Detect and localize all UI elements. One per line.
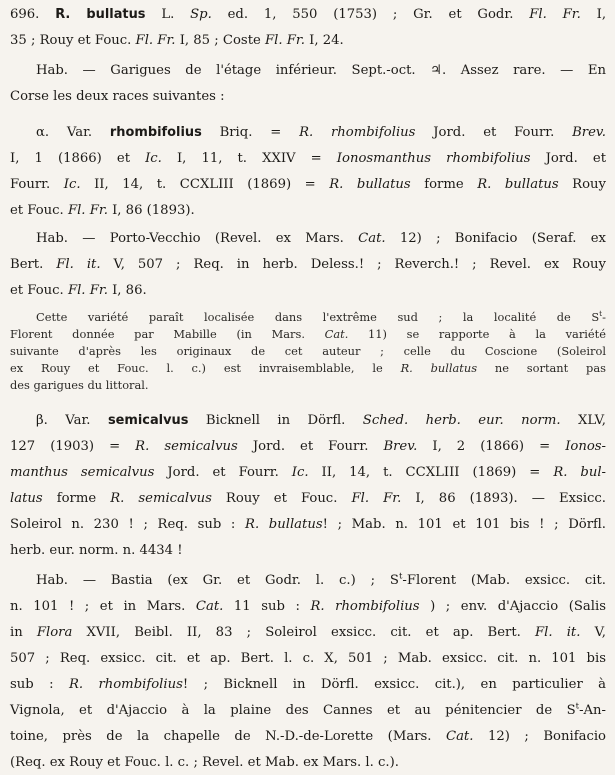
text-line-bh-7 bbox=[10, 726, 606, 748]
text-segment: toine, près de la chapelle de N.-D.-de-Lorette (Mars. bbox=[10, 729, 446, 744]
text-segment: XLV, bbox=[560, 413, 606, 428]
text-line-a-4 bbox=[10, 200, 606, 222]
text-segment: I, 1 (1866) et bbox=[10, 151, 146, 166]
text-segment: Rouy et Fouc. bbox=[211, 491, 352, 506]
text-line-n-5 bbox=[10, 376, 606, 394]
text-line-b-1 bbox=[10, 410, 606, 432]
text-segment: forme bbox=[410, 177, 478, 192]
italic-text: Sched. herb. eur. norm. bbox=[362, 413, 561, 428]
text-line-b-5 bbox=[10, 514, 606, 536]
italic-text: R. bul- bbox=[553, 465, 607, 480]
italic-text: R. semicalvus bbox=[135, 439, 238, 454]
text-segment: I, 86 (1893). — Exsicc. bbox=[401, 491, 606, 506]
text-segment: - bbox=[602, 310, 606, 324]
text-segment: 127 (1903) = bbox=[10, 439, 136, 454]
italic-text: Cat. bbox=[358, 231, 386, 246]
text-segment: L. bbox=[145, 7, 191, 22]
text-segment: ! ; Mab. n. 101 et 101 bis ! ; Dörfl. bbox=[322, 517, 606, 532]
text-segment: XVII, Beibl. II, 83 ; Soleirol exsicc. cit. et ap. Bert. bbox=[72, 625, 535, 640]
text-segment: t bbox=[575, 701, 580, 712]
text-line-n-3 bbox=[10, 342, 606, 360]
text-segment: Jord. et Fourr. bbox=[154, 465, 292, 480]
text-line-ah-2 bbox=[10, 254, 606, 276]
italic-text: Fl. Fr. bbox=[265, 33, 305, 48]
italic-text: Ic. bbox=[291, 465, 309, 480]
text-segment: t bbox=[599, 309, 603, 319]
text-segment: Hab. — Porto-Vecchio (Revel. ex Mars. bbox=[36, 231, 359, 246]
text-line-b-2 bbox=[10, 436, 606, 458]
text-segment: et Fouc. bbox=[10, 203, 68, 218]
text-line-bh-3 bbox=[10, 622, 606, 644]
italic-text: Fl. Fr. bbox=[529, 7, 581, 22]
taxon-name: R. bullatus bbox=[55, 7, 146, 22]
italic-text: Fl. Fr. bbox=[67, 283, 108, 298]
text-line-a-2 bbox=[10, 148, 606, 170]
text-segment: β. Var. bbox=[36, 413, 108, 428]
text-line-n-4 bbox=[10, 359, 606, 377]
text-segment: I, bbox=[580, 7, 607, 22]
italic-text: Cat. bbox=[445, 729, 474, 744]
text-segment: 507 ; Req. exsicc. cit. et ap. Bert. l. c. X, 501 ; Mab. exsicc. cit. n. 101 bis bbox=[10, 651, 606, 666]
text-segment: ex Rouy et Fouc. l. c.) est invraisemblable, le bbox=[10, 361, 401, 375]
text-segment: (Req. ex Rouy et Fouc. l. c. ; Revel. et Mab. ex Mars. l. c.). bbox=[10, 755, 399, 770]
text-line-sp-1 bbox=[10, 4, 606, 26]
text-line-n-2 bbox=[10, 325, 606, 343]
text-segment: 11 sub : bbox=[223, 599, 311, 614]
italic-text: Fl. Fr. bbox=[351, 491, 402, 506]
text-segment: Briq. = bbox=[201, 125, 300, 140]
italic-text: Cat. bbox=[195, 599, 224, 614]
text-segment: I, 85 ; Coste bbox=[175, 33, 265, 48]
text-line-ah-3 bbox=[10, 280, 606, 302]
italic-text: Ic. bbox=[145, 151, 162, 166]
text-segment: V, 507 ; Req. in herb. Deless.! ; Reverch.! ; Revel. ex Rouy bbox=[100, 257, 606, 272]
text-line-ah-1 bbox=[10, 228, 606, 250]
text-segment: I, 86. bbox=[107, 283, 147, 298]
text-segment: V, bbox=[580, 625, 607, 640]
italic-text: R. bullatus bbox=[400, 361, 478, 375]
text-line-a-3 bbox=[10, 174, 606, 196]
text-segment: Bicknell in Dörfl. bbox=[188, 413, 363, 428]
text-segment: Bert. bbox=[10, 257, 57, 272]
text-segment: I, 24. bbox=[304, 33, 344, 48]
text-segment: II, 14, t. CCXLIII (1869) = bbox=[308, 465, 554, 480]
text-line-b-6 bbox=[10, 540, 606, 562]
text-segment: 696. bbox=[10, 7, 56, 22]
text-line-a-1 bbox=[10, 122, 606, 144]
text-segment: 35 ; Rouy et Fouc. bbox=[10, 33, 136, 48]
text-segment: n. 101 ! ; et in Mars. bbox=[10, 599, 196, 614]
text-segment: Hab. — Garigues de l'étage inférieur. Sept.-oct. ♃. Assez rare. — En bbox=[36, 63, 606, 78]
text-segment: herb. eur. norm. n. 4434 ! bbox=[10, 543, 183, 558]
text-segment: des garigues du littoral. bbox=[10, 378, 149, 392]
italic-text: Ionos- bbox=[565, 439, 606, 454]
italic-text: R. rhombifolius bbox=[299, 125, 416, 140]
italic-text: Flora bbox=[36, 625, 73, 640]
text-line-b-3 bbox=[10, 462, 606, 484]
text-segment: α. Var. bbox=[36, 125, 110, 140]
taxon-name: rhombifolius bbox=[109, 125, 202, 140]
text-segment: t bbox=[398, 571, 403, 582]
italic-text: Ionosmanthus rhombifolius bbox=[336, 151, 531, 166]
text-segment: 12) ; Bonifacio (Seraf. ex bbox=[385, 231, 606, 246]
text-segment: I, 86 (1893). bbox=[107, 203, 195, 218]
italic-text: Sp. bbox=[190, 7, 212, 22]
text-segment: suivante d'après les originaux de cet auteur ; celle du Coscione (Soleirol bbox=[10, 344, 606, 358]
text-line-bh-4 bbox=[10, 648, 606, 670]
italic-text: Fl. it. bbox=[535, 625, 581, 640]
text-line-bh-2 bbox=[10, 596, 606, 618]
italic-text: Ic. bbox=[63, 177, 81, 192]
text-line-bh-5 bbox=[10, 674, 606, 696]
text-segment: sub : bbox=[10, 677, 69, 692]
text-segment: I, 2 (1866) = bbox=[417, 439, 566, 454]
italic-text: R. bullatus bbox=[477, 177, 559, 192]
text-line-bh-6 bbox=[10, 700, 606, 722]
italic-text: R. rhombifolius bbox=[310, 599, 420, 614]
text-segment: 12) ; Bonifacio bbox=[473, 729, 606, 744]
text-segment: et Fouc. bbox=[10, 283, 68, 298]
text-segment: 11) se rapporte à la variété bbox=[348, 327, 606, 341]
text-line-sp-2 bbox=[10, 30, 606, 52]
text-segment: I, 11, t. XXIV = bbox=[161, 151, 337, 166]
italic-text: Fl. it. bbox=[56, 257, 101, 272]
text-segment: Fourr. bbox=[10, 177, 64, 192]
text-line-b-4 bbox=[10, 488, 606, 510]
text-segment: ) ; env. d'Ajaccio (Salis bbox=[419, 599, 606, 614]
italic-text: Brev. bbox=[383, 439, 418, 454]
text-segment: ! ; Bicknell in Dörfl. exsicc. cit.), en particulier à bbox=[182, 677, 607, 692]
italic-text: Brev. bbox=[572, 125, 606, 140]
text-segment: Rouy bbox=[558, 177, 606, 192]
italic-text: Cat. bbox=[324, 327, 349, 341]
text-segment: Cette variété paraît localisée dans l'extrême sud ; la localité de S bbox=[36, 310, 600, 324]
text-line-bh-8 bbox=[10, 752, 606, 774]
text-segment: Corse les deux races suivantes : bbox=[10, 89, 225, 104]
italic-text: R. bullatus bbox=[245, 517, 323, 532]
text-segment: forme bbox=[42, 491, 111, 506]
text-line-hab-1 bbox=[10, 60, 606, 82]
italic-text: R. semicalvus bbox=[110, 491, 212, 506]
text-segment: ne sortant pas bbox=[477, 361, 606, 375]
text-segment: -Florent (Mab. exsicc. cit. bbox=[402, 573, 607, 588]
text-segment: in bbox=[10, 625, 37, 640]
text-line-hab-2 bbox=[10, 86, 606, 108]
italic-text: R. bullatus bbox=[329, 177, 411, 192]
text-segment: Soleirol n. 230 ! ; Req. sub : bbox=[10, 517, 246, 532]
text-line-n-1 bbox=[10, 308, 606, 326]
italic-text: R. rhombifolius bbox=[68, 677, 183, 692]
text-segment: Hab. — Bastia (ex Gr. et Godr. l. c.) ; S bbox=[36, 573, 399, 588]
italic-text: manthus semicalvus bbox=[10, 465, 155, 480]
text-segment: Jord. et bbox=[530, 151, 606, 166]
italic-text: Fl. Fr. bbox=[67, 203, 108, 218]
italic-text: Fl. Fr. bbox=[135, 33, 176, 48]
text-segment: Jord. et Fourr. bbox=[237, 439, 384, 454]
text-segment: -An- bbox=[579, 703, 606, 718]
text-segment: Jord. et Fourr. bbox=[415, 125, 573, 140]
text-segment: Vignola, et d'Ajaccio à la plaine des Cannes et au pénitencier de S bbox=[10, 703, 576, 718]
text-line-bh-1 bbox=[10, 570, 606, 592]
text-segment: ed. 1, 550 (1753) ; Gr. et Godr. bbox=[211, 7, 530, 22]
taxon-name: semicalvus bbox=[107, 413, 189, 428]
italic-text: latus bbox=[10, 491, 43, 506]
text-segment: Florent donnée par Mabille (in Mars. bbox=[10, 327, 325, 341]
text-segment: II, 14, t. CCXLIII (1869) = bbox=[80, 177, 330, 192]
